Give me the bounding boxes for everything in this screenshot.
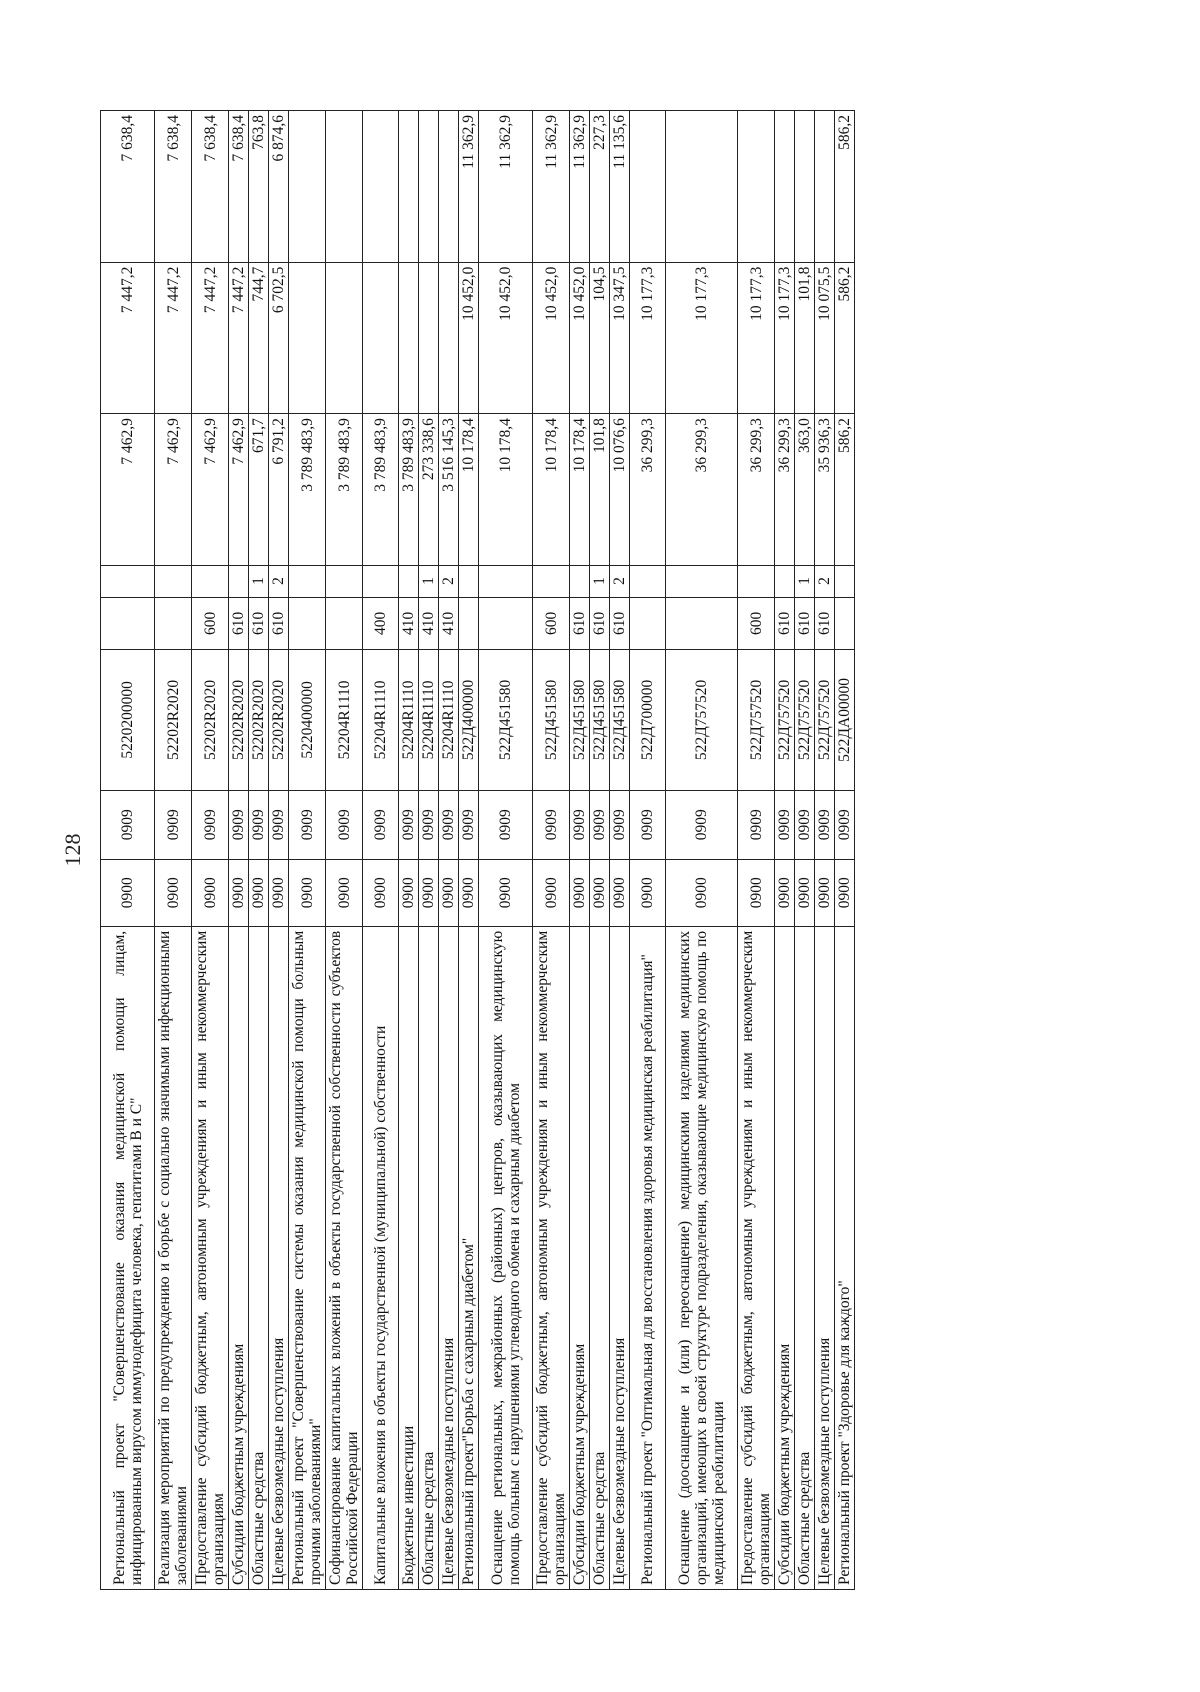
target-article: 522Д757520 xyxy=(775,650,795,791)
amount-2020: 36 299,3 xyxy=(775,414,795,566)
target-article: 522Д451580 xyxy=(479,650,533,791)
amount-2022 xyxy=(399,111,419,263)
section-code: 0909 xyxy=(738,790,775,859)
table-row xyxy=(459,111,479,1590)
amount-2022: 7 638,4 xyxy=(155,111,192,263)
amount-2020: 10 178,4 xyxy=(479,414,533,566)
ministry-code: 0900 xyxy=(363,859,399,926)
amount-2021: 7 447,2 xyxy=(101,262,155,414)
table-row xyxy=(835,111,855,1590)
ministry-code: 0900 xyxy=(479,859,533,926)
budget-table-body xyxy=(101,111,855,1590)
ministry-code: 0900 xyxy=(289,859,326,926)
sub-code xyxy=(533,565,570,597)
amount-2020: 273 338,6 xyxy=(419,414,439,566)
table-row xyxy=(666,111,738,1590)
amount-2020: 671,7 xyxy=(249,414,269,566)
sub-code xyxy=(289,565,326,597)
expense-type xyxy=(835,597,855,650)
amount-2020: 10 178,4 xyxy=(459,414,479,566)
target-article: 52202R2020 xyxy=(155,650,192,791)
section-code: 0909 xyxy=(439,790,459,859)
sub-code: 2 xyxy=(815,565,835,597)
amount-2020: 3 516 145,3 xyxy=(439,414,459,566)
target-article: 5220400000 xyxy=(289,650,326,791)
section-code: 0909 xyxy=(630,790,666,859)
ministry-code: 0900 xyxy=(326,859,363,926)
amount-2021: 10 177,3 xyxy=(738,262,775,414)
expense-type: 610 xyxy=(610,597,630,650)
amount-2020: 3 789 483,9 xyxy=(289,414,326,566)
ministry-code: 0900 xyxy=(459,859,479,926)
row-name: Предоставление субсидий бюджетным, автономным учреждениям и иным некоммерческим организациям xyxy=(738,926,775,1589)
table-row xyxy=(101,111,155,1590)
ministry-code: 0900 xyxy=(533,859,570,926)
expense-type: 610 xyxy=(269,597,289,650)
expense-type xyxy=(479,597,533,650)
amount-2022: 11 362,9 xyxy=(459,111,479,263)
sub-code: 1 xyxy=(419,565,439,597)
rotated-table-container xyxy=(100,110,1080,1590)
amount-2022: 7 638,4 xyxy=(101,111,155,263)
amount-2020: 7 462,9 xyxy=(229,414,249,566)
amount-2022: 11 362,9 xyxy=(533,111,570,263)
amount-2022 xyxy=(738,111,775,263)
amount-2020: 7 462,9 xyxy=(155,414,192,566)
expense-type xyxy=(155,597,192,650)
target-article: 52202R2020 xyxy=(192,650,229,791)
expense-type: 600 xyxy=(738,597,775,650)
ministry-code: 0900 xyxy=(738,859,775,926)
row-name: Региональный проект "Здоровье для каждого" xyxy=(835,926,855,1589)
section-code: 0909 xyxy=(269,790,289,859)
amount-2021: 10 347,5 xyxy=(610,262,630,414)
ministry-code: 0900 xyxy=(775,859,795,926)
amount-2022 xyxy=(326,111,363,263)
table-row xyxy=(229,111,249,1590)
target-article: 52204R1110 xyxy=(419,650,439,791)
section-code: 0909 xyxy=(795,790,815,859)
ministry-code: 0900 xyxy=(590,859,610,926)
ministry-code: 0900 xyxy=(835,859,855,926)
row-name: Региональный проект "Оптимальная для восстановления здоровья медицинская реабилитация" xyxy=(630,926,666,1589)
row-name: Субсидии бюджетным учреждениям xyxy=(229,926,249,1589)
row-name: Областные средства xyxy=(590,926,610,1589)
expense-type xyxy=(630,597,666,650)
ministry-code: 0900 xyxy=(269,859,289,926)
table-row xyxy=(610,111,630,1590)
amount-2020: 7 462,9 xyxy=(101,414,155,566)
section-code: 0909 xyxy=(815,790,835,859)
target-article: 522ДА00000 xyxy=(835,650,855,791)
table-row xyxy=(590,111,610,1590)
amount-2020: 3 789 483,9 xyxy=(363,414,399,566)
ministry-code: 0900 xyxy=(815,859,835,926)
amount-2021: 6 702,5 xyxy=(269,262,289,414)
row-name: Предоставление субсидий бюджетным, автономным учреждениям и иным некоммерческим организациям xyxy=(533,926,570,1589)
table-row xyxy=(775,111,795,1590)
amount-2021: 744,7 xyxy=(249,262,269,414)
target-article: 522Д757520 xyxy=(815,650,835,791)
section-code: 0909 xyxy=(155,790,192,859)
sub-code: 1 xyxy=(590,565,610,597)
amount-2022 xyxy=(289,111,326,263)
expense-type xyxy=(101,597,155,650)
ministry-code: 0900 xyxy=(570,859,590,926)
table-row xyxy=(738,111,775,1590)
amount-2021: 10 177,3 xyxy=(630,262,666,414)
row-name: Региональный проект "Совершенствование системы оказания медицинской помощи больным прочими заболеваниями" xyxy=(289,926,326,1589)
table-row xyxy=(363,111,399,1590)
sub-code xyxy=(326,565,363,597)
amount-2021 xyxy=(419,262,439,414)
row-name: Целевые безвозмездные поступления xyxy=(269,926,289,1589)
row-name: Субсидии бюджетным учреждениям xyxy=(570,926,590,1589)
row-name: Региональный проект "Совершенствование оказания медицинской помощи лицам, инфицированным вирусом иммунодефицита человека, гепатитами В и С" xyxy=(101,926,155,1589)
amount-2022: 11 135,6 xyxy=(610,111,630,263)
sub-code xyxy=(775,565,795,597)
amount-2020: 36 299,3 xyxy=(630,414,666,566)
table-row xyxy=(326,111,363,1590)
amount-2021: 7 447,2 xyxy=(192,262,229,414)
row-name: Областные средства xyxy=(795,926,815,1589)
table-row xyxy=(419,111,439,1590)
expense-type: 610 xyxy=(775,597,795,650)
sub-code xyxy=(630,565,666,597)
sub-code xyxy=(155,565,192,597)
table-row xyxy=(249,111,269,1590)
sub-code xyxy=(479,565,533,597)
amount-2022 xyxy=(795,111,815,263)
row-name: Целевые безвозмездные поступления xyxy=(815,926,835,1589)
ministry-code: 0900 xyxy=(795,859,815,926)
amount-2020: 10 178,4 xyxy=(570,414,590,566)
row-name: Целевые безвозмездные поступления xyxy=(610,926,630,1589)
section-code: 0909 xyxy=(610,790,630,859)
section-code: 0909 xyxy=(326,790,363,859)
expense-type: 600 xyxy=(533,597,570,650)
sub-code xyxy=(570,565,590,597)
expense-type: 610 xyxy=(795,597,815,650)
expense-type: 400 xyxy=(363,597,399,650)
amount-2021: 10 177,3 xyxy=(666,262,738,414)
sub-code: 1 xyxy=(249,565,269,597)
expense-type: 410 xyxy=(399,597,419,650)
amount-2021: 10 452,0 xyxy=(533,262,570,414)
amount-2022 xyxy=(815,111,835,263)
sub-code xyxy=(459,565,479,597)
amount-2020: 10 076,6 xyxy=(610,414,630,566)
target-article: 52202R2020 xyxy=(249,650,269,791)
section-code: 0909 xyxy=(101,790,155,859)
sub-code xyxy=(192,565,229,597)
row-name: Бюджетные инвестиции xyxy=(399,926,419,1589)
expense-type: 610 xyxy=(590,597,610,650)
ministry-code: 0900 xyxy=(610,859,630,926)
table-row xyxy=(269,111,289,1590)
table-row xyxy=(439,111,459,1590)
section-code: 0909 xyxy=(459,790,479,859)
table-row xyxy=(399,111,419,1590)
expense-type xyxy=(289,597,326,650)
amount-2022 xyxy=(439,111,459,263)
sub-code xyxy=(835,565,855,597)
target-article: 522Д451580 xyxy=(533,650,570,791)
amount-2020: 36 299,3 xyxy=(666,414,738,566)
amount-2022: 7 638,4 xyxy=(192,111,229,263)
amount-2021: 10 452,0 xyxy=(570,262,590,414)
target-article: 52204R1110 xyxy=(326,650,363,791)
sub-code xyxy=(738,565,775,597)
target-article: 522Д700000 xyxy=(630,650,666,791)
sub-code xyxy=(666,565,738,597)
amount-2020: 363,0 xyxy=(795,414,815,566)
amount-2022: 586,2 xyxy=(835,111,855,263)
target-article: 522Д451580 xyxy=(570,650,590,791)
ministry-code: 0900 xyxy=(249,859,269,926)
amount-2020: 36 299,3 xyxy=(738,414,775,566)
section-code: 0909 xyxy=(835,790,855,859)
row-name: Областные средства xyxy=(249,926,269,1589)
page-number: 128 xyxy=(60,833,85,867)
amount-2020: 7 462,9 xyxy=(192,414,229,566)
target-article: 52204R1110 xyxy=(439,650,459,791)
target-article: 522Д757520 xyxy=(666,650,738,791)
section-code: 0909 xyxy=(666,790,738,859)
amount-2022 xyxy=(419,111,439,263)
ministry-code: 0900 xyxy=(155,859,192,926)
table-row xyxy=(479,111,533,1590)
amount-2021 xyxy=(363,262,399,414)
target-article: 522Д757520 xyxy=(795,650,815,791)
section-code: 0909 xyxy=(289,790,326,859)
section-code: 0909 xyxy=(479,790,533,859)
table-row xyxy=(533,111,570,1590)
amount-2020: 3 789 483,9 xyxy=(326,414,363,566)
target-article: 52202R2020 xyxy=(229,650,249,791)
row-name: Капитальные вложения в объекты государственной (муниципальной) собственности xyxy=(363,926,399,1589)
amount-2020: 101,8 xyxy=(590,414,610,566)
row-name: Оснащение (дооснащение и (или) переоснащение) медицинскими изделиями медицинских организаций, имеющих в своей структуре подразделения, оказывающие медицинскую помощь по медицинской реабилитации xyxy=(666,926,738,1589)
ministry-code: 0900 xyxy=(229,859,249,926)
row-name: Субсидии бюджетным учреждениям xyxy=(775,926,795,1589)
amount-2022 xyxy=(775,111,795,263)
expense-type xyxy=(326,597,363,650)
table-row xyxy=(795,111,815,1590)
section-code: 0909 xyxy=(533,790,570,859)
target-article: 522Д400000 xyxy=(459,650,479,791)
sub-code xyxy=(101,565,155,597)
row-name: Предоставление субсидий бюджетным, автономным учреждениям и иным некоммерческим организациям xyxy=(192,926,229,1589)
row-name: Софинансирование капитальных вложений в объекты государственной собственности субъектов Российской Федерации xyxy=(326,926,363,1589)
amount-2021: 104,5 xyxy=(590,262,610,414)
amount-2022: 227,3 xyxy=(590,111,610,263)
sub-code xyxy=(363,565,399,597)
expense-type: 410 xyxy=(419,597,439,650)
amount-2021: 10 452,0 xyxy=(459,262,479,414)
amount-2020: 10 178,4 xyxy=(533,414,570,566)
row-name: Оснащение региональных, межрайонных (районных) центров, оказывающих медицинскую помощь больным с нарушениями углеводного обмена и сахарным диабетом xyxy=(479,926,533,1589)
sub-code: 1 xyxy=(795,565,815,597)
target-article: 522Д451580 xyxy=(610,650,630,791)
amount-2021: 10 177,3 xyxy=(775,262,795,414)
amount-2022: 763,8 xyxy=(249,111,269,263)
amount-2020: 35 936,3 xyxy=(815,414,835,566)
amount-2021: 7 447,2 xyxy=(155,262,192,414)
target-article: 52204R1110 xyxy=(363,650,399,791)
target-article: 52204R1110 xyxy=(399,650,419,791)
amount-2022 xyxy=(630,111,666,263)
sub-code: 2 xyxy=(269,565,289,597)
amount-2021: 10 075,5 xyxy=(815,262,835,414)
row-name: Региональный проект"Борьба с сахарным диабетом" xyxy=(459,926,479,1589)
amount-2022: 6 874,6 xyxy=(269,111,289,263)
section-code: 0909 xyxy=(363,790,399,859)
amount-2020: 3 789 483,9 xyxy=(399,414,419,566)
section-code: 0909 xyxy=(399,790,419,859)
section-code: 0909 xyxy=(419,790,439,859)
sub-code xyxy=(229,565,249,597)
table-row xyxy=(155,111,192,1590)
table-row xyxy=(630,111,666,1590)
ministry-code: 0900 xyxy=(630,859,666,926)
amount-2021: 10 452,0 xyxy=(479,262,533,414)
expense-type xyxy=(459,597,479,650)
target-article: 522Д757520 xyxy=(738,650,775,791)
expense-type: 610 xyxy=(815,597,835,650)
expense-type: 610 xyxy=(229,597,249,650)
target-article: 522Д451580 xyxy=(590,650,610,791)
amount-2021 xyxy=(289,262,326,414)
table-row xyxy=(289,111,326,1590)
budget-table xyxy=(100,110,855,1590)
ministry-code: 0900 xyxy=(101,859,155,926)
row-name: Целевые безвозмездные поступления xyxy=(439,926,459,1589)
amount-2022: 7 638,4 xyxy=(229,111,249,263)
ministry-code: 0900 xyxy=(666,859,738,926)
amount-2021 xyxy=(399,262,419,414)
row-name: Реализация мероприятий по предупреждению и борьбе с социально значимыми инфекционными заболеваниями xyxy=(155,926,192,1589)
section-code: 0909 xyxy=(570,790,590,859)
section-code: 0909 xyxy=(249,790,269,859)
section-code: 0909 xyxy=(775,790,795,859)
section-code: 0909 xyxy=(192,790,229,859)
amount-2021 xyxy=(326,262,363,414)
section-code: 0909 xyxy=(229,790,249,859)
expense-type xyxy=(666,597,738,650)
table-row xyxy=(815,111,835,1590)
amount-2022 xyxy=(363,111,399,263)
table-row xyxy=(570,111,590,1590)
sub-code: 2 xyxy=(439,565,459,597)
ministry-code: 0900 xyxy=(192,859,229,926)
amount-2022: 11 362,9 xyxy=(570,111,590,263)
expense-type: 610 xyxy=(570,597,590,650)
ministry-code: 0900 xyxy=(399,859,419,926)
ministry-code: 0900 xyxy=(439,859,459,926)
target-article: 52202R2020 xyxy=(269,650,289,791)
sub-code xyxy=(399,565,419,597)
amount-2021: 101,8 xyxy=(795,262,815,414)
section-code: 0909 xyxy=(590,790,610,859)
amount-2021: 7 447,2 xyxy=(229,262,249,414)
amount-2021 xyxy=(439,262,459,414)
table-row xyxy=(192,111,229,1590)
expense-type: 410 xyxy=(439,597,459,650)
ministry-code: 0900 xyxy=(419,859,439,926)
amount-2021: 586,2 xyxy=(835,262,855,414)
expense-type: 600 xyxy=(192,597,229,650)
amount-2020: 6 791,2 xyxy=(269,414,289,566)
amount-2020: 586,2 xyxy=(835,414,855,566)
row-name: Областные средства xyxy=(419,926,439,1589)
target-article: 5220200000 xyxy=(101,650,155,791)
amount-2022 xyxy=(666,111,738,263)
expense-type: 610 xyxy=(249,597,269,650)
amount-2022: 11 362,9 xyxy=(479,111,533,263)
sub-code: 2 xyxy=(610,565,630,597)
